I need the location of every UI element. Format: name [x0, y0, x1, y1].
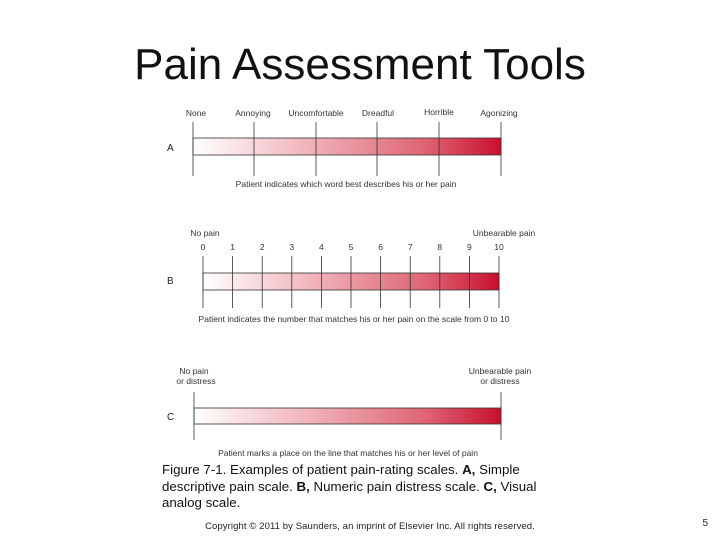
scale-a-word-agonizing: Agonizing [480, 108, 518, 118]
copyright-notice: Copyright © 2011 by Saunders, an imprint of Elsevier Inc. All rights reserved. [205, 521, 535, 532]
scale-c-bar [194, 408, 501, 424]
scale-a-label: A [167, 143, 174, 154]
scale-b-number-3: 3 [289, 242, 295, 252]
scale-b-number-4: 4 [319, 242, 324, 252]
scale-a-word-horrible: Horrible [424, 107, 454, 117]
scale-c-low-anchor-line1: No pain [179, 366, 209, 376]
scale-a-word-none: None [185, 108, 207, 118]
scale-c [167, 366, 531, 458]
caption-b-text: Numeric pain distress scale. [309, 478, 484, 494]
figure-caption [162, 462, 562, 512]
scale-b-number-1: 1 [230, 242, 235, 252]
caption-c-letter: C, [483, 478, 497, 494]
scale-c-instruction: Patient marks a place on the line that matches his or her level of pain [218, 448, 478, 458]
scale-b-instruction: Patient indicates the number that matches his or her pain on the scale from 0 to 10 [198, 314, 510, 324]
scale-c-label: C [167, 412, 175, 423]
scale-a-instruction: Patient indicates which word best describes his or her pain [235, 179, 457, 189]
scale-b-number-2: 2 [259, 242, 265, 252]
scale-a-word-annoying: Annoying [235, 108, 271, 118]
caption-a-text: Simple descriptive pain scale. [162, 462, 520, 494]
scale-b-number-7: 7 [407, 242, 413, 252]
caption-c-text: Visual analog scale. [162, 478, 537, 510]
scale-a [167, 107, 518, 189]
scale-b-number-10: 10 [494, 242, 504, 252]
caption-a-letter: A, [462, 462, 476, 477]
scale-a-word-uncomfortable: Uncomfortable [288, 108, 344, 118]
scale-c-high-anchor-line1: Unbearable pain [468, 366, 532, 376]
scale-b [167, 228, 535, 324]
caption-b-letter: B, [296, 478, 310, 494]
scale-b-number-9: 9 [467, 242, 472, 252]
scale-b-low-anchor: No pain [190, 228, 220, 238]
scale-c-high-anchor-line2: or distress [480, 376, 520, 386]
scale-b-number-0: 0 [200, 242, 206, 252]
scale-b-numbers [201, 242, 504, 252]
scale-b-number-5: 5 [348, 242, 354, 252]
slide-number: 5 [702, 518, 708, 529]
scale-b-label: B [167, 276, 174, 287]
caption-lead: Figure 7-1. Examples of patient pain-rating scales. [162, 462, 463, 477]
slide-title: Pain Assessment Tools [134, 40, 586, 89]
scale-a-bar [193, 138, 501, 155]
scale-b-number-8: 8 [437, 242, 443, 252]
scale-a-word-dreadful: Dreadful [361, 108, 395, 118]
scale-b-high-anchor: Unbearable pain [472, 228, 536, 238]
scale-c-low-anchor-line2: or distress [176, 376, 216, 386]
scale-b-number-6: 6 [378, 242, 383, 252]
